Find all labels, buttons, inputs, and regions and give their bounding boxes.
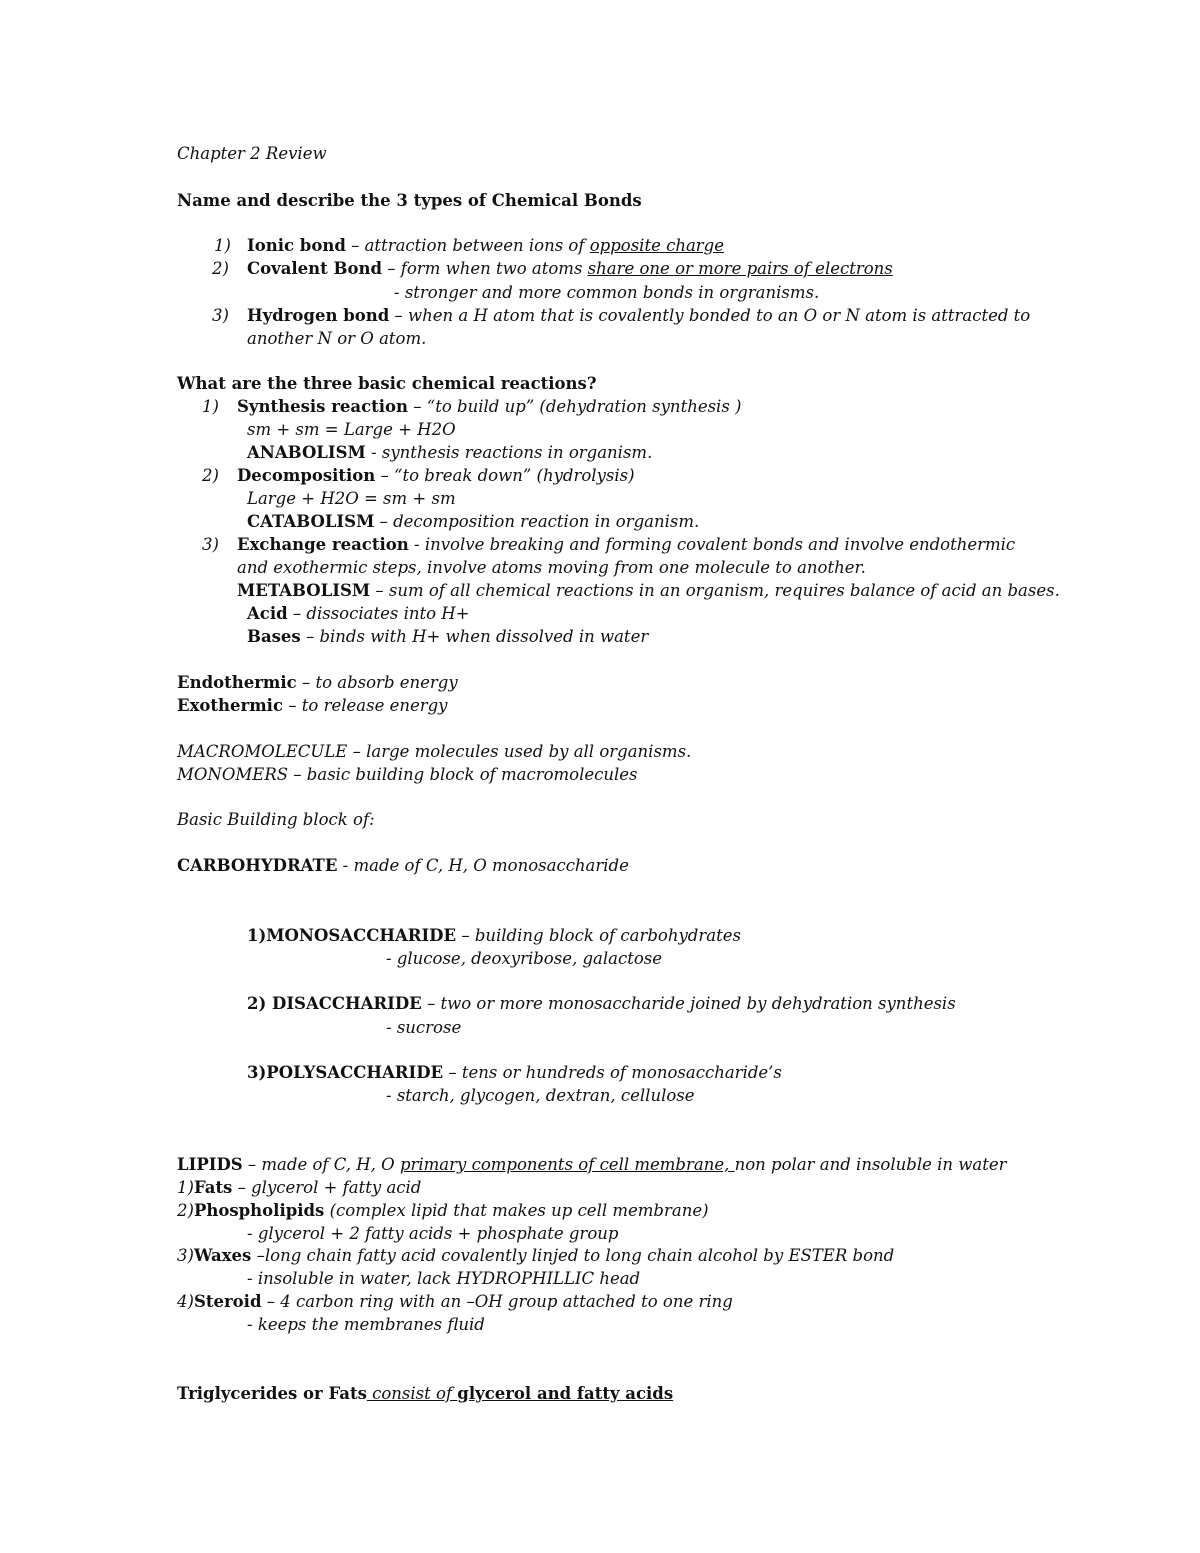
bonds-heading: Name and describe the 3 types of Chemical Bonds bbox=[177, 191, 642, 210]
definition: – 4 carbon ring with an –OH group attached to one ring bbox=[261, 1292, 733, 1311]
list-number: 2) bbox=[202, 466, 219, 485]
bond-ionic-text bbox=[247, 234, 724, 257]
term: Endothermic bbox=[177, 673, 297, 692]
fats-line bbox=[177, 1176, 421, 1199]
term: Decomposition bbox=[237, 466, 376, 485]
definition: (complex lipid that makes up cell membrane) bbox=[324, 1201, 709, 1220]
list-number: 2) bbox=[177, 1201, 194, 1220]
disaccharide-line bbox=[247, 992, 956, 1015]
doc-title: Chapter 2 Review bbox=[177, 144, 327, 163]
term: Fats bbox=[193, 1178, 233, 1197]
acid-line bbox=[247, 602, 470, 625]
term: CARBOHYDRATE bbox=[177, 856, 338, 875]
term: Covalent Bond bbox=[247, 259, 383, 278]
bases-line bbox=[247, 625, 648, 648]
definition: – decomposition reaction in organism. bbox=[374, 512, 700, 531]
triglycerides-line bbox=[177, 1382, 673, 1405]
term: Bases bbox=[247, 627, 301, 646]
reaction-decomposition bbox=[237, 464, 635, 487]
definition: – tens or hundreds of monosaccharide’s bbox=[443, 1063, 782, 1082]
disaccharide-examples: - sucrose bbox=[386, 1018, 462, 1037]
definition: – form when two atoms bbox=[382, 259, 588, 278]
definition: - made of C, H, O monosaccharide bbox=[337, 856, 629, 875]
list-number: 1) bbox=[177, 1178, 194, 1197]
phospholipids-line bbox=[177, 1199, 709, 1222]
definition: – two or more monosaccharide joined by dehydration synthesis bbox=[421, 994, 956, 1013]
list-number: 2) bbox=[212, 259, 229, 278]
steroid-line bbox=[177, 1290, 733, 1313]
list-number: 3) bbox=[212, 306, 229, 325]
definition: – made of C, H, O bbox=[242, 1155, 400, 1174]
term: 2) DISACCHARIDE bbox=[247, 994, 422, 1013]
bond-covalent-note: - stronger and more common bonds in orgranisms. bbox=[394, 283, 820, 302]
monosaccharide-line bbox=[247, 924, 741, 947]
definition: - involve breaking and forming covalent bonds and involve endothermic bbox=[408, 535, 1016, 554]
definition-bold-underlined: glycerol and fatty acids bbox=[457, 1384, 674, 1403]
term: ANABOLISM bbox=[247, 443, 366, 462]
definition: non polar and insoluble in water bbox=[734, 1155, 1007, 1174]
metabolism-line bbox=[237, 579, 1060, 602]
term: LIPIDS bbox=[177, 1155, 243, 1174]
definition-underlined: consist of bbox=[366, 1384, 458, 1403]
definition: – attraction between ions of bbox=[345, 236, 590, 255]
bond-item-ionic bbox=[214, 234, 231, 257]
term: METABOLISM bbox=[237, 581, 371, 600]
macromolecule-line: MACROMOLECULE – large molecules used by all organisms. bbox=[177, 742, 692, 761]
list-number: 3) bbox=[202, 535, 219, 554]
polysaccharide-examples: - starch, glycogen, dextran, cellulose bbox=[386, 1086, 695, 1105]
bond-hydrogen-text bbox=[247, 304, 1030, 327]
exothermic-line bbox=[177, 694, 448, 717]
monomers-line: MONOMERS – basic building block of macromolecules bbox=[177, 765, 638, 784]
definition: – to absorb energy bbox=[296, 673, 458, 692]
definition: – binds with H+ when dissolved in water bbox=[300, 627, 649, 646]
monosaccharide-examples: - glucose, deoxyribose, galactose bbox=[386, 949, 663, 968]
basic-building-block: Basic Building block of: bbox=[177, 810, 375, 829]
lipids-line bbox=[177, 1153, 1007, 1176]
definition: – building block of carbohydrates bbox=[456, 926, 741, 945]
synthesis-equation: sm + sm = Large + H2O bbox=[247, 420, 456, 439]
term: 3)POLYSACCHARIDE bbox=[247, 1063, 444, 1082]
definition: – dissociates into H+ bbox=[287, 604, 470, 623]
list-number: 3) bbox=[177, 1246, 194, 1265]
definition: – glycerol + fatty acid bbox=[232, 1178, 422, 1197]
endothermic-line bbox=[177, 671, 458, 694]
term: Steroid bbox=[193, 1292, 262, 1311]
catabolism-line bbox=[247, 510, 699, 533]
definition: – when a H atom that is covalently bonded to an O or N atom is attracted to bbox=[389, 306, 1031, 325]
term: Ionic bond bbox=[247, 236, 346, 255]
polysaccharide-line bbox=[247, 1061, 782, 1084]
definition: – “to break down” (hydrolysis) bbox=[375, 466, 635, 485]
reactions-heading: What are the three basic chemical reactions? bbox=[177, 374, 597, 393]
waxes-line bbox=[177, 1244, 894, 1267]
bond-covalent-text bbox=[247, 257, 893, 280]
definition: - synthesis reactions in organism. bbox=[365, 443, 653, 462]
term: Triglycerides or Fats bbox=[177, 1384, 367, 1403]
list-number: 1) bbox=[202, 397, 219, 416]
definition: – “to build up” (dehydration synthesis ) bbox=[408, 397, 742, 416]
bond-hydrogen-text-cont: another N or O atom. bbox=[247, 329, 427, 348]
definition: –long chain fatty acid covalently linjed to long chain alcohol by ESTER bond bbox=[251, 1246, 895, 1265]
anabolism-line bbox=[247, 441, 652, 464]
term: Hydrogen bond bbox=[247, 306, 390, 325]
term: Acid bbox=[247, 604, 288, 623]
term: CATABOLISM bbox=[247, 512, 375, 531]
term: Phospholipids bbox=[193, 1201, 325, 1220]
list-number: 4) bbox=[177, 1292, 194, 1311]
reaction-exchange-cont: and exothermic steps, involve atoms moving from one molecule to another. bbox=[237, 558, 866, 577]
reaction-exchange bbox=[237, 533, 1015, 556]
term: Exchange reaction bbox=[237, 535, 409, 554]
phospholipids-example: - glycerol + 2 fatty acids + phosphate group bbox=[247, 1224, 619, 1243]
term: Exothermic bbox=[177, 696, 284, 715]
definition-underlined: opposite charge bbox=[589, 236, 724, 255]
definition: – to release energy bbox=[283, 696, 448, 715]
list-number: 1) bbox=[214, 236, 231, 255]
definition-underlined: primary components of cell membrane, bbox=[399, 1155, 735, 1174]
carbohydrate-line bbox=[177, 854, 629, 877]
definition-underlined: share one or more pairs of electrons bbox=[587, 259, 893, 278]
reaction-synthesis bbox=[237, 395, 741, 418]
steroid-example: - keeps the membranes fluid bbox=[247, 1315, 485, 1334]
term: Synthesis reaction bbox=[237, 397, 409, 416]
decomposition-equation: Large + H2O = sm + sm bbox=[247, 489, 456, 508]
term: Waxes bbox=[193, 1246, 252, 1265]
waxes-example: - insoluble in water, lack HYDROPHILLIC head bbox=[247, 1269, 641, 1288]
term: 1)MONOSACCHARIDE bbox=[247, 926, 457, 945]
definition: – sum of all chemical reactions in an organism, requires balance of acid an bases. bbox=[370, 581, 1060, 600]
